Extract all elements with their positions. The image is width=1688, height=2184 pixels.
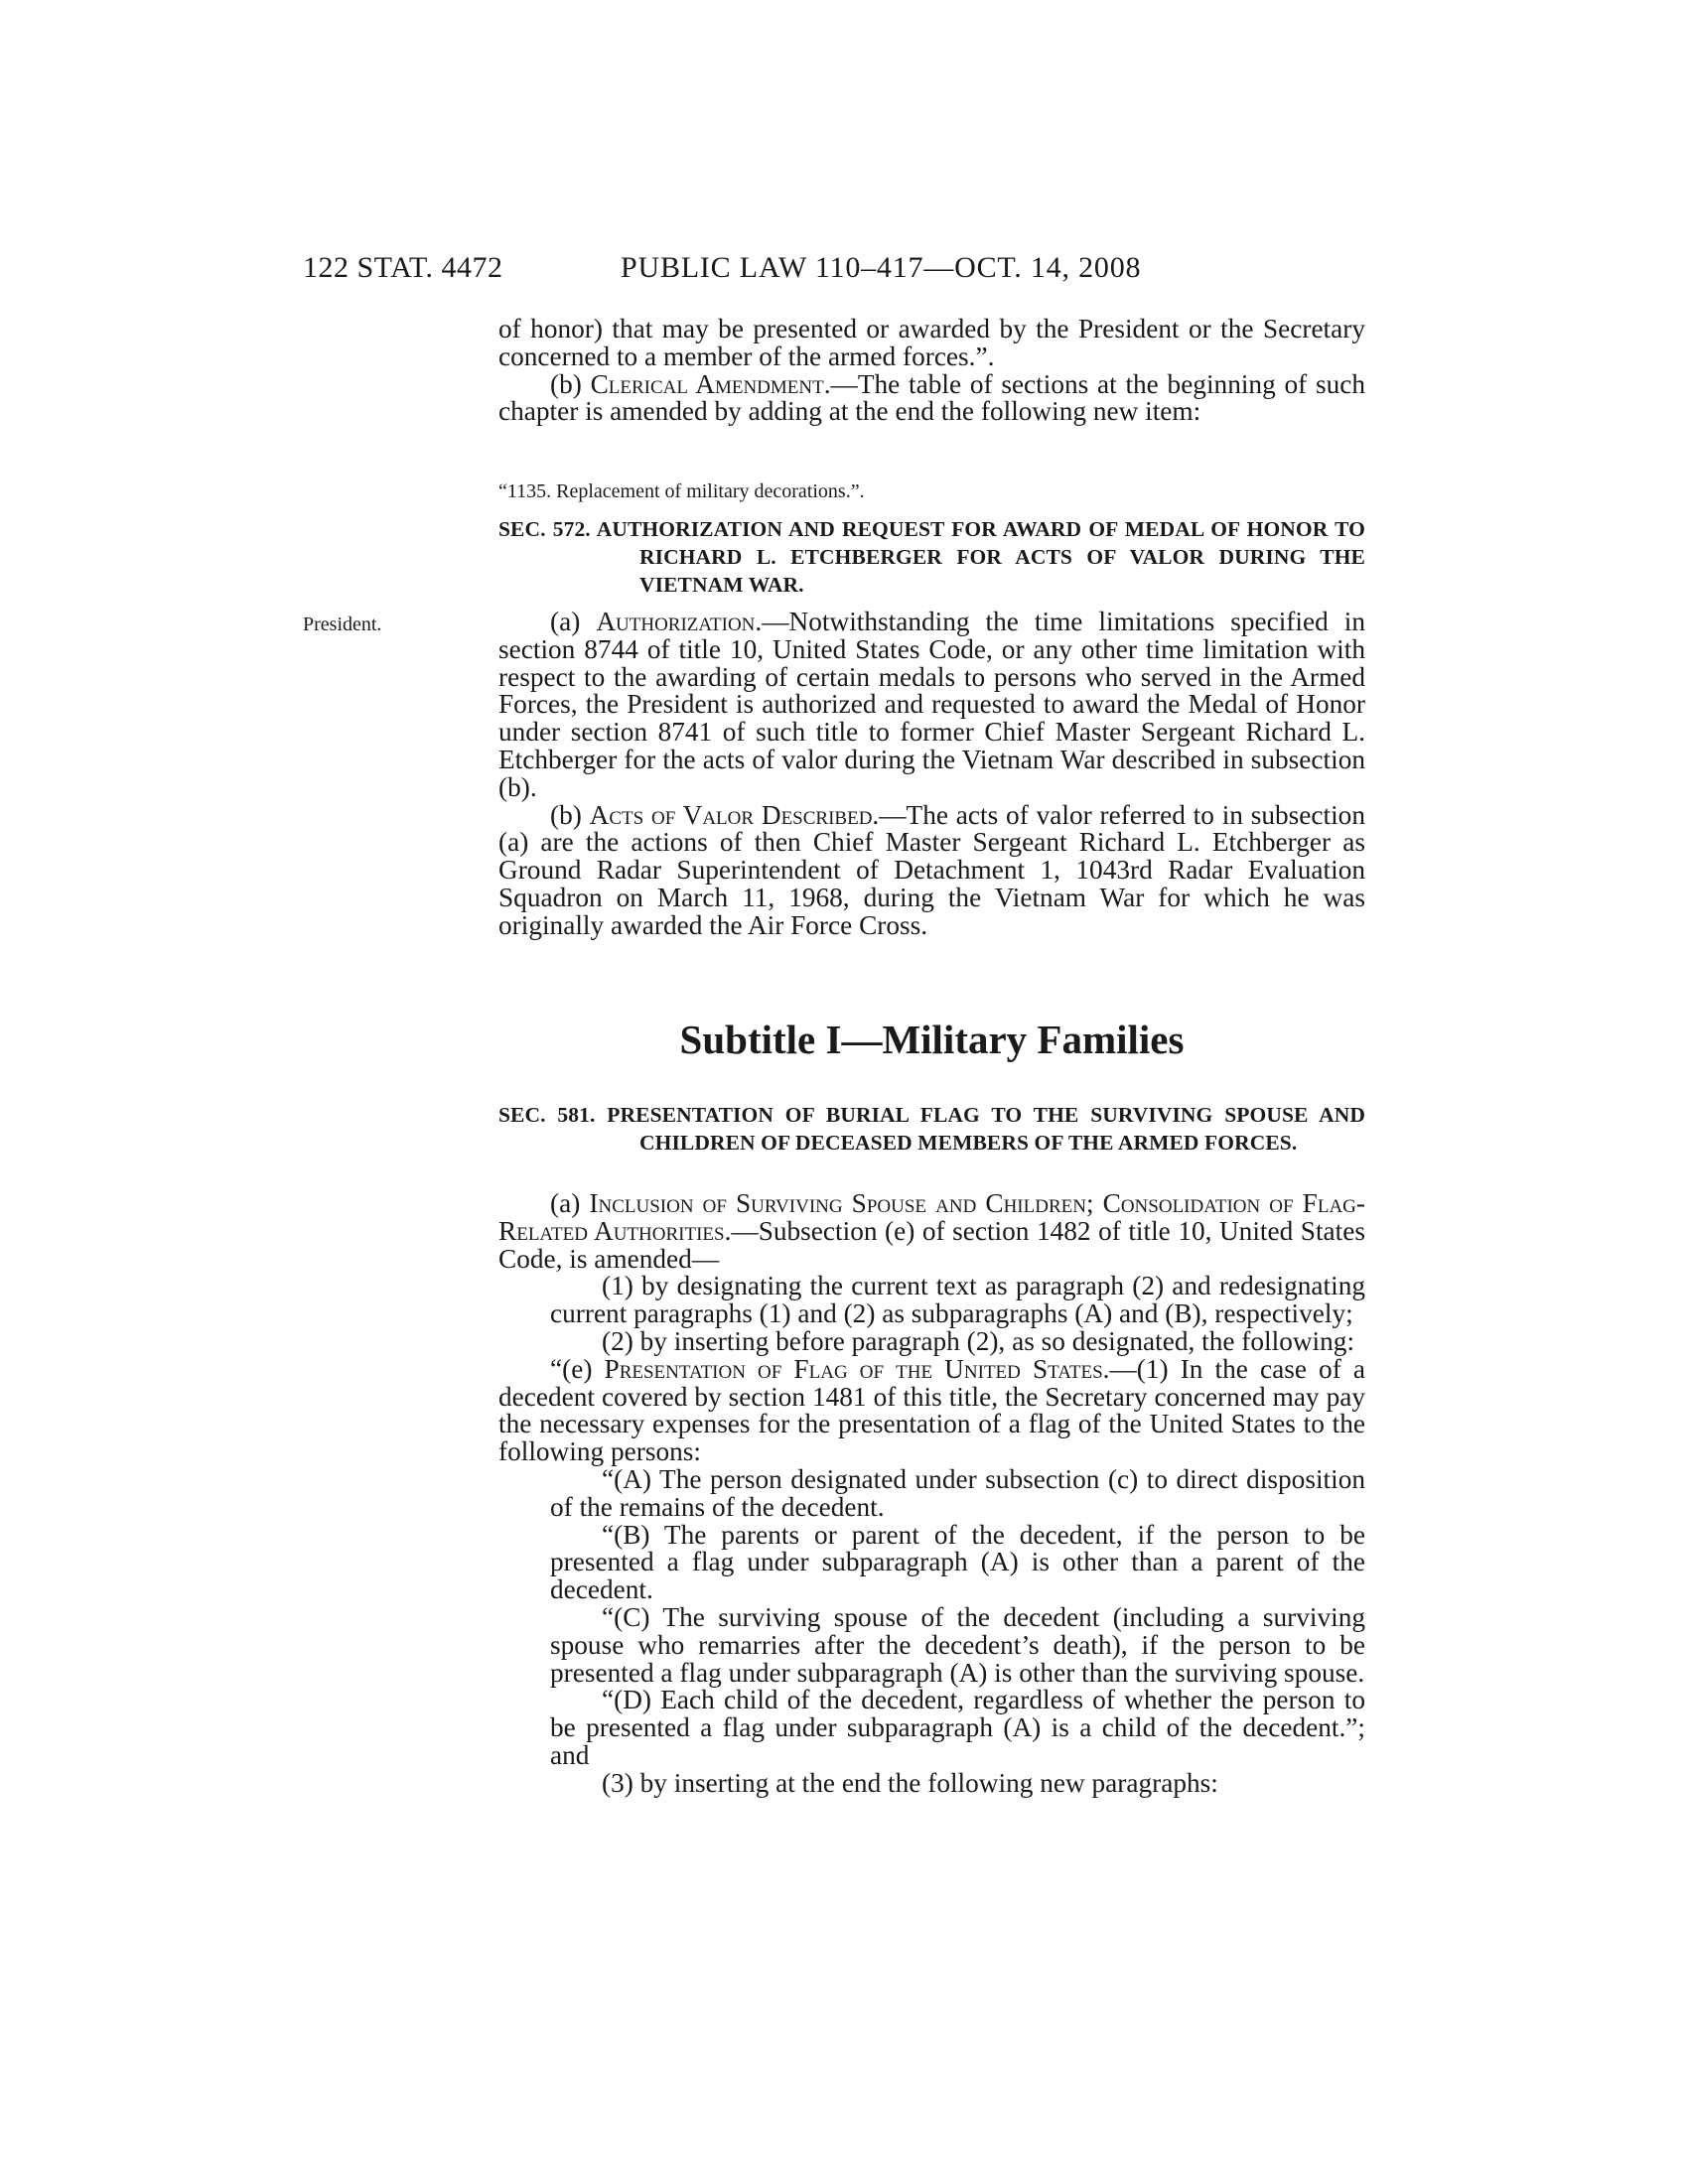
continuation-paragraph: of honor) that may be presented or awarded by the President or the Secretary concerned to a member of the armed forces.”.	[498, 314, 1365, 371]
subtitle-heading: Subtitle I—Military Families	[679, 1017, 1185, 1062]
sec-581-e-text: .—(1) In the case of a decedent covered by section 1481 of this title, the Secretary concerned may pay the necessary expenses for the presentation of a flag of the United States to the following persons:	[498, 1353, 1365, 1467]
sec-581-heading-block	[498, 1101, 1365, 1157]
sec-581-subsection-a	[498, 1190, 1365, 1273]
sec-581-a-text: .—Subsection (e) of section 1482 of title 10, United States Code, is amended—	[498, 1215, 1365, 1274]
sec-581-subparagraph-d: “(D) Each child of the decedent, regardless of whether the person to be presented a flag under subparagraph (A) is a child of the decedent.”; and	[550, 1685, 1365, 1770]
sec-581-paragraph-3: (3) by inserting at the end the following new paragraphs:	[602, 1767, 1218, 1798]
sec-572-a-label: (a)	[550, 607, 597, 636]
sec-572-subsection-b	[498, 799, 1365, 940]
sec-581-heading: SEC. 581. PRESENTATION OF BURIAL FLAG TO THE SURVIVING SPOUSE AND CHILDREN OF DECEASED MEMBERS OF THE ARMED FORCES.	[498, 1103, 1365, 1155]
sec-572-heading-block	[498, 515, 1365, 599]
clerical-label: (b)	[550, 368, 591, 399]
sec-581-paragraph-2: (2) by inserting before paragraph (2), as so designated, the following:	[602, 1325, 1355, 1356]
sec-572-b-text: .—The acts of valor referred to in subsection (a) are the actions of then Chief Master Sergeant Richard L. Etchberger as Ground Radar Superintendent of Detachment 1, 1043rd Radar Evaluation Squadron on March 11, 1968, during the Vietnam War for which he was originally awarded the Air Force Cross.	[498, 799, 1365, 940]
toc-item: “1135. Replacement of military decorations.”.	[498, 480, 865, 502]
clerical-heading: Clerical Amendment	[590, 368, 824, 399]
clerical-text: .—The table of sections at the beginning of such chapter is amended by adding at the end the following new item:	[498, 368, 1365, 427]
sec-581-e-heading: Presentation of Flag of the United States	[604, 1353, 1103, 1384]
sec-581-a-label: (a)	[550, 1188, 590, 1218]
running-header: PUBLIC LAW 110–417—OCT. 14, 2008	[621, 251, 1142, 284]
sec-581-subparagraph-a: “(A) The person designated under subsection (c) to direct disposition of the remains of the decedent.	[550, 1463, 1365, 1522]
sec-581-paragraph-1: (1) by designating the current text as paragraph (2) and redesignating current paragraphs (1) and (2) as subparagraphs (A) and (B), respectively;	[550, 1271, 1365, 1329]
sec-572-b-heading: Acts of Valor Described	[589, 799, 873, 830]
stat-page-number: 122 STAT. 4472	[303, 251, 503, 284]
sec-581-subparagraph-b: “(B) The parents or parent of the decedent, if the person to be presented a flag under subparagraph (A) is other than a parent of the decedent.	[550, 1519, 1365, 1605]
margin-note-president: President.	[303, 614, 382, 635]
intro-block	[498, 316, 1365, 426]
sec-572-heading: SEC. 572. AUTHORIZATION AND REQUEST FOR AWARD OF MEDAL OF HONOR TO RICHARD L. ETCHBERGER FOR ACTS OF VALOR DURING THE VIETNAM WAR.	[498, 517, 1365, 597]
clerical-amendment-paragraph	[498, 368, 1365, 427]
toc-block	[498, 479, 1365, 503]
sec-581-body	[498, 1190, 1365, 1798]
sec-572-a-text: .—Notwithstanding the time limitations specified in section 8744 of title 10, United States Code, or any other time limitation with respect to the awarding of certain medals to persons who served in the Armed Forces, the President is authorized and requested to award the Medal of Honor under section 8741 of such title to former Chief Master Sergeant Richard L. Etchberger for the acts of valor during the Vietnam War described in subsection (b).	[498, 607, 1365, 802]
sec-581-a-heading: Inclusion of Surviving Spouse and Children; Consolidation of Flag-Related Authorities	[498, 1188, 1365, 1246]
sec-581-e-label: “(e)	[550, 1353, 605, 1384]
sec-572-a-heading: Authorization	[596, 607, 756, 636]
sec-581-subparagraph-c: “(C) The surviving spouse of the decedent (including a surviving spouse who remarries after the decedent’s death), if the person to be presented a flag under subparagraph (A) is other than the surviving spouse.	[550, 1601, 1365, 1688]
sec-572-body	[498, 609, 1365, 940]
sec-581-subsection-e	[498, 1353, 1365, 1467]
sec-572-b-label: (b)	[550, 799, 590, 830]
sec-572-subsection-a	[498, 609, 1365, 802]
